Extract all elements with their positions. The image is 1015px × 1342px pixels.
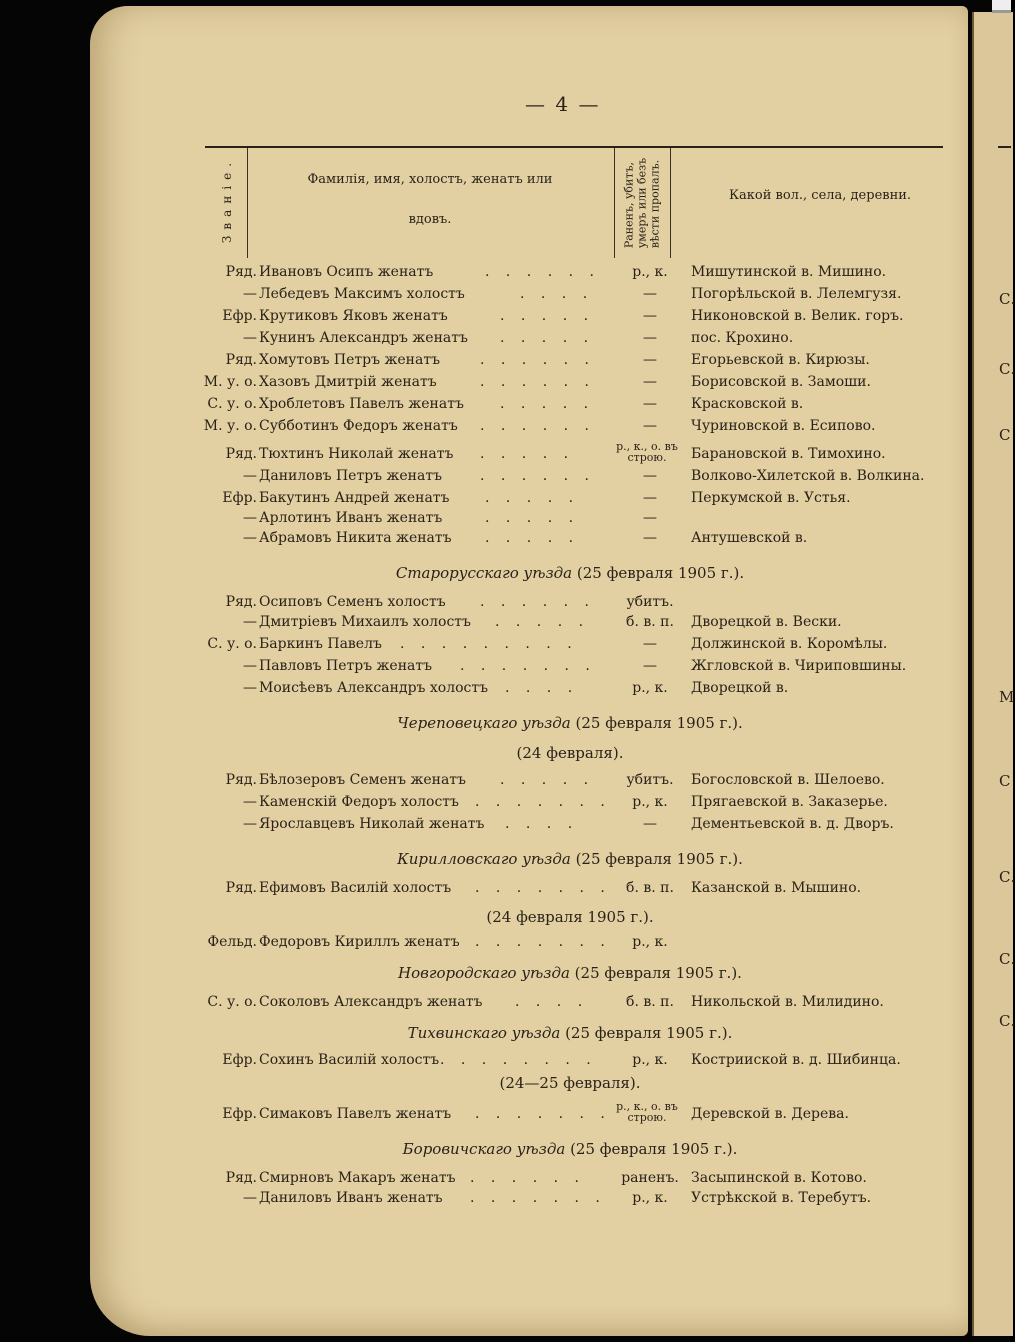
- header-rule: [205, 146, 943, 148]
- table-row: Ряд. Смирновъ Макаръ женатъ . . . . . . раненъ. Засыпинской в. Котово.: [225, 1170, 867, 1186]
- district-heading: Череповецкаго уѣзда (25 февраля 1905 г.).: [397, 714, 743, 732]
- table-row: — Каменскій Федоръ холостъ . . . . . . . р., к. Прягаевской в. Заказерье.: [243, 794, 888, 810]
- table-row: Ряд. Тюхтинъ Николай женатъ . . . . . р., к., о. въ строю. Барановской в. Тимохино.: [225, 440, 886, 464]
- column-header-rank: Званіе.: [220, 156, 234, 244]
- table-row: Ряд. Хомутовъ Петръ женатъ . . . . . . — Егорьевской в. Кирюзы.: [225, 352, 870, 368]
- district-heading: Новгородскаго уѣзда (25 февраля 1905 г.).: [398, 964, 742, 982]
- table-row: — Даниловъ Петръ женатъ . . . . . . — Волково-Хилетской в. Волкина.: [243, 468, 925, 484]
- table-row: С. у. о. Баркинъ Павелъ . . . . . . . . . — Должинской в. Коромѣлы.: [207, 636, 888, 652]
- facing-page-letter: М: [999, 688, 1015, 706]
- facing-page-letter: С.: [999, 290, 1015, 308]
- district-heading: Тихвинскаго уѣзда (25 февраля 1905 г.).: [407, 1024, 733, 1042]
- column-header-name: Фамилія, имя, холостъ, женатъ или вдовъ.: [307, 172, 553, 227]
- table-row: — Дмитріевъ Михаилъ холостъ . . . . . б. в. п. Дворецкой в. Вески.: [243, 614, 842, 630]
- column-divider: [247, 148, 248, 258]
- facing-page-letter: С: [999, 772, 1011, 790]
- date-subheading: (24—25 февраля).: [499, 1074, 641, 1092]
- column-header-place: Какой вол., села, деревни.: [728, 188, 912, 203]
- table-row: Ряд. Ефимовъ Василій холостъ . . . . . . . б. в. п. Казанской в. Мышино.: [225, 880, 862, 896]
- facing-page-letter: С.: [999, 1012, 1015, 1030]
- facing-page-edge: [972, 12, 1013, 1336]
- date-subheading: (24 февраля 1905 г.).: [486, 908, 654, 926]
- facing-page-letter: С.: [999, 950, 1015, 968]
- table-row: Ефр. Симаковъ Павелъ женатъ . . . . . . . р., к., о. въ строю. Деревской в. Дерева.: [222, 1100, 849, 1124]
- table-row: Ефр. Бакутинъ Андрей женатъ . . . . . — Перкумской в. Устья.: [222, 490, 851, 506]
- district-heading: Старорусскаго уѣзда (25 февраля 1905 г.).: [395, 564, 745, 582]
- table-row: — Даниловъ Иванъ женатъ . . . . . . . р., к. Устрѣкской в. Теребутъ.: [243, 1190, 872, 1206]
- table-row: — Ярославцевъ Николай женатъ . . . . — Дементьевской в. д. Дворъ.: [243, 816, 894, 832]
- scan-corner-marker: [992, 0, 1011, 13]
- table-row: — Моисѣевъ Александръ холостъ . . . . р., к. Дворецкой в.: [243, 680, 789, 696]
- table-row: Ряд. Бѣлозеровъ Семенъ женатъ . . . . . убитъ. Богословской в. Шелоево.: [225, 772, 885, 788]
- facing-page-letter: С.: [999, 868, 1015, 886]
- facing-header-rule: [998, 146, 1011, 148]
- table-row: С. у. о. Соколовъ Александръ женатъ . . . . б. в. п. Никольской в. Милидино.: [207, 994, 884, 1010]
- table-row: — Абрамовъ Никита женатъ . . . . . — Антушевской в.: [243, 530, 808, 546]
- facing-page-letter: С: [999, 426, 1011, 444]
- facing-page-letter: С.: [999, 360, 1015, 378]
- table-row: Ефр. Крутиковъ Яковъ женатъ . . . . . — Никоновской в. Велик. горъ.: [222, 308, 904, 324]
- table-row: — Лебедевъ Максимъ холостъ . . . . — Погорѣльской в. Лелемгузя.: [243, 286, 902, 302]
- table-row: Ряд. Ивановъ Осипъ женатъ . . . . . . р., к. Мишутинской в. Мишино.: [225, 264, 887, 280]
- table-row: М. у. о. Субботинъ Федоръ женатъ . . . . . . — Чуриновской в. Есипово.: [203, 418, 876, 434]
- table-row: — Павловъ Петръ женатъ . . . . . . . — Жгловской в. Чириповшины.: [243, 658, 907, 674]
- column-divider: [670, 148, 671, 258]
- column-header-status: Раненъ, убитъ, умеръ или безъ вѣсти пропалъ.: [622, 157, 662, 249]
- table-row: Ряд. Осиповъ Семенъ холостъ . . . . . . убитъ.: [225, 594, 674, 610]
- table-row: М. у. о. Хазовъ Дмитрій женатъ . . . . . . — Борисовской в. Замоши.: [203, 374, 871, 390]
- date-subheading: (24 февраля).: [516, 744, 624, 762]
- table-row: Фельд. Федоровъ Кириллъ женатъ . . . . . . . р., к.: [207, 934, 668, 950]
- district-heading: Кирилловскаго уѣзда (25 февраля 1905 г.).: [397, 850, 743, 868]
- district-heading: Боровичскаго уѣзда (25 февраля 1905 г.).: [402, 1140, 738, 1158]
- table-row: Ефр. Сохинъ Василій холостъ . . . . . . . . р., к. Кострииской в. д. Шибинца.: [222, 1052, 901, 1068]
- table-row: С. у. о. Хроблетовъ Павелъ женатъ . . . . . — Красковской в.: [207, 396, 804, 412]
- page-number: — 4 —: [525, 92, 601, 116]
- table-row: — Арлотинъ Иванъ женатъ . . . . . —: [243, 510, 657, 526]
- table-row: — Кунинъ Александръ женатъ . . . . . — пос. Крохино.: [243, 330, 794, 346]
